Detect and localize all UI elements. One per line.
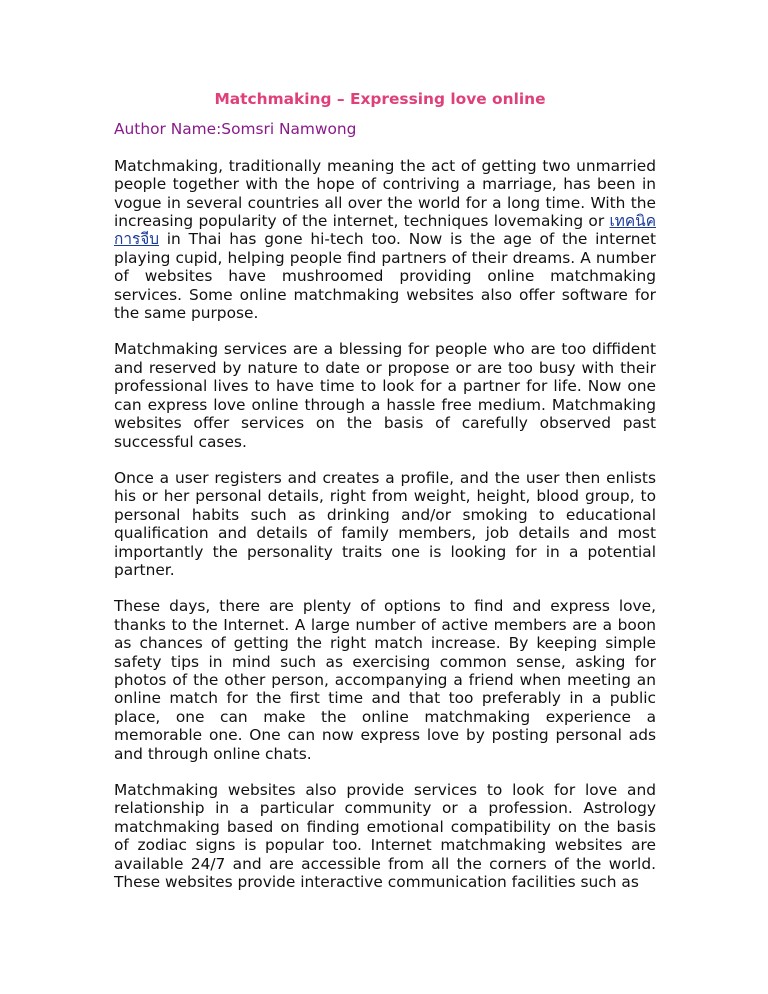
thai-link[interactable]: เทคนิคการจีบ <box>114 212 656 249</box>
paragraph-4: These days, there are plenty of options to find and express love, thanks to the Internet. A large number of active members are a boon as chances of getting the right match increase. By keeping simple safety tips in mind such as exercising common sense, asking for photos of the other person, accompanying a friend when meeting an online match for the first time and that too preferably in a public place, one can make the online matchmaking experience a memorable one. One can now express love by posting personal ads and through online chats. <box>114 597 656 763</box>
paragraph-2: Matchmaking services are a blessing for people who are too diffident and reserved by nature to date or propose or are too busy with their professional lives to have time to look for a partner for life. Now one can express love online through a hassle free medium. Matchmaking websites offer services on the basis of carefully observed past successful cases. <box>114 340 656 451</box>
paragraph-1 <box>114 157 656 323</box>
paragraph-1-text-before: Matchmaking, traditionally meaning the act of getting two unmarried people together with the hope of contriving a marriage, has been in vogue in several countries all over the world for a long time. With the increasing popularity of the internet, techniques lovemaking or <box>114 156 656 231</box>
paragraph-3: Once a user registers and creates a profile, and the user then enlists his or her personal details, right from weight, height, blood group, to personal habits such as drinking and/or smoking to educational qualification and details of family members, job details and most importantly the personality traits one is looking for in a potential partner. <box>114 468 656 579</box>
document-title: Matchmaking – Expressing love online <box>214 90 546 108</box>
author-line: Author Name:Somsri Namwong <box>114 120 357 139</box>
paragraph-1-text-after: in Thai has gone hi-tech too. Now is the age of the internet playing cupid, helping people find partners of their dreams. A number of websites have mushroomed providing online matchmaking services. Some online matchmaking websites also offer software for the same purpose. <box>114 230 656 323</box>
document-page <box>114 90 656 909</box>
paragraph-5: Matchmaking websites also provide services to look for love and relationship in a particular community or a profession. Astrology matchmaking based on finding emotional compatibility on the basis of zodiac signs is popular too. Internet matchmaking websites are available 24/7 and are accessible from all the corners of the world. These websites provide interactive communication facilities such as <box>114 781 656 892</box>
